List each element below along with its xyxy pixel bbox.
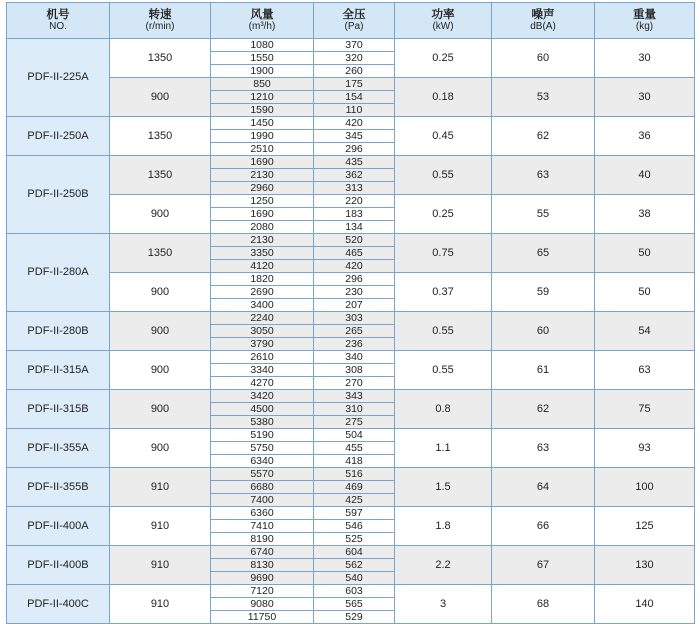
pressure-cell: 597 bbox=[314, 507, 395, 520]
noise-cell: 68 bbox=[492, 585, 595, 624]
pressure-cell: 520 bbox=[314, 234, 395, 247]
power-cell: 1.8 bbox=[395, 507, 492, 546]
header-airflow: 风量 (m³/h) bbox=[211, 3, 314, 39]
noise-cell: 66 bbox=[492, 507, 595, 546]
header-speed: 转速 (r/min) bbox=[110, 3, 211, 39]
pressure-cell: 310 bbox=[314, 403, 395, 416]
header-model: 机号 NO. bbox=[7, 3, 110, 39]
table-row bbox=[7, 468, 695, 481]
pressure-cell: 313 bbox=[314, 182, 395, 195]
pressure-cell: 418 bbox=[314, 455, 395, 468]
airflow-cell: 2690 bbox=[211, 286, 314, 299]
speed-cell: 910 bbox=[110, 546, 211, 585]
table-row bbox=[7, 507, 695, 520]
noise-cell: 65 bbox=[492, 234, 595, 273]
airflow-cell: 1990 bbox=[211, 130, 314, 143]
speed-cell: 900 bbox=[110, 312, 211, 351]
airflow-cell: 1080 bbox=[211, 39, 314, 52]
airflow-cell: 2610 bbox=[211, 351, 314, 364]
pressure-cell: 275 bbox=[314, 416, 395, 429]
airflow-cell: 5190 bbox=[211, 429, 314, 442]
airflow-cell: 3420 bbox=[211, 390, 314, 403]
power-cell: 0.37 bbox=[395, 273, 492, 312]
noise-cell: 55 bbox=[492, 195, 595, 234]
pressure-cell: 343 bbox=[314, 390, 395, 403]
speed-cell: 900 bbox=[110, 273, 211, 312]
noise-cell: 60 bbox=[492, 39, 595, 78]
speed-cell: 910 bbox=[110, 585, 211, 624]
speed-cell: 910 bbox=[110, 507, 211, 546]
airflow-cell: 4500 bbox=[211, 403, 314, 416]
pressure-cell: 303 bbox=[314, 312, 395, 325]
noise-cell: 61 bbox=[492, 351, 595, 390]
fan-spec-table bbox=[6, 2, 695, 624]
pressure-cell: 565 bbox=[314, 598, 395, 611]
model-cell: PDF-II-355A bbox=[7, 429, 110, 468]
airflow-cell: 1450 bbox=[211, 117, 314, 130]
airflow-cell: 1690 bbox=[211, 156, 314, 169]
weight-cell: 93 bbox=[595, 429, 695, 468]
airflow-cell: 1900 bbox=[211, 65, 314, 78]
header-pressure: 全压 (Pa) bbox=[314, 3, 395, 39]
pressure-cell: 296 bbox=[314, 273, 395, 286]
weight-cell: 50 bbox=[595, 234, 695, 273]
airflow-cell: 3350 bbox=[211, 247, 314, 260]
weight-cell: 130 bbox=[595, 546, 695, 585]
airflow-cell: 2130 bbox=[211, 234, 314, 247]
airflow-cell: 1590 bbox=[211, 104, 314, 117]
model-cell: PDF-II-250B bbox=[7, 156, 110, 234]
pressure-cell: 308 bbox=[314, 364, 395, 377]
table-row bbox=[7, 585, 695, 598]
pressure-cell: 425 bbox=[314, 494, 395, 507]
airflow-cell: 4120 bbox=[211, 260, 314, 273]
pressure-cell: 320 bbox=[314, 52, 395, 65]
pressure-cell: 504 bbox=[314, 429, 395, 442]
airflow-cell: 9080 bbox=[211, 598, 314, 611]
pressure-cell: 154 bbox=[314, 91, 395, 104]
table-row bbox=[7, 234, 695, 247]
pressure-cell: 110 bbox=[314, 104, 395, 117]
header-row bbox=[7, 3, 695, 39]
pressure-cell: 134 bbox=[314, 221, 395, 234]
weight-cell: 63 bbox=[595, 351, 695, 390]
pressure-cell: 370 bbox=[314, 39, 395, 52]
noise-cell: 64 bbox=[492, 468, 595, 507]
airflow-cell: 2510 bbox=[211, 143, 314, 156]
noise-cell: 63 bbox=[492, 156, 595, 195]
airflow-cell: 1210 bbox=[211, 91, 314, 104]
pressure-cell: 420 bbox=[314, 260, 395, 273]
noise-cell: 67 bbox=[492, 546, 595, 585]
header-power: 功率 (kW) bbox=[395, 3, 492, 39]
airflow-cell: 7120 bbox=[211, 585, 314, 598]
pressure-cell: 516 bbox=[314, 468, 395, 481]
table-row bbox=[7, 312, 695, 325]
pressure-cell: 455 bbox=[314, 442, 395, 455]
weight-cell: 30 bbox=[595, 39, 695, 78]
table-row bbox=[7, 351, 695, 364]
weight-cell: 38 bbox=[595, 195, 695, 234]
speed-cell: 1350 bbox=[110, 117, 211, 156]
weight-cell: 140 bbox=[595, 585, 695, 624]
pressure-cell: 260 bbox=[314, 65, 395, 78]
model-cell: PDF-II-400A bbox=[7, 507, 110, 546]
pressure-cell: 207 bbox=[314, 299, 395, 312]
airflow-cell: 11750 bbox=[211, 611, 314, 624]
power-cell: 0.18 bbox=[395, 78, 492, 117]
pressure-cell: 183 bbox=[314, 208, 395, 221]
table-row bbox=[7, 117, 695, 130]
airflow-cell: 5570 bbox=[211, 468, 314, 481]
power-cell: 1.5 bbox=[395, 468, 492, 507]
pressure-cell: 546 bbox=[314, 520, 395, 533]
model-cell: PDF-II-280A bbox=[7, 234, 110, 312]
pressure-cell: 540 bbox=[314, 572, 395, 585]
speed-cell: 1350 bbox=[110, 39, 211, 78]
airflow-cell: 5380 bbox=[211, 416, 314, 429]
power-cell: 2.2 bbox=[395, 546, 492, 585]
airflow-cell: 2240 bbox=[211, 312, 314, 325]
airflow-cell: 2080 bbox=[211, 221, 314, 234]
airflow-cell: 3340 bbox=[211, 364, 314, 377]
power-cell: 0.55 bbox=[395, 156, 492, 195]
pressure-cell: 345 bbox=[314, 130, 395, 143]
table-body bbox=[7, 39, 695, 624]
table-row bbox=[7, 195, 695, 208]
airflow-cell: 7410 bbox=[211, 520, 314, 533]
speed-cell: 900 bbox=[110, 351, 211, 390]
power-cell: 0.8 bbox=[395, 390, 492, 429]
airflow-cell: 2960 bbox=[211, 182, 314, 195]
weight-cell: 125 bbox=[595, 507, 695, 546]
pressure-cell: 362 bbox=[314, 169, 395, 182]
speed-cell: 900 bbox=[110, 390, 211, 429]
weight-cell: 100 bbox=[595, 468, 695, 507]
pressure-cell: 603 bbox=[314, 585, 395, 598]
speed-cell: 900 bbox=[110, 195, 211, 234]
model-cell: PDF-II-315A bbox=[7, 351, 110, 390]
pressure-cell: 265 bbox=[314, 325, 395, 338]
pressure-cell: 525 bbox=[314, 533, 395, 546]
table-row bbox=[7, 429, 695, 442]
airflow-cell: 3050 bbox=[211, 325, 314, 338]
airflow-cell: 1250 bbox=[211, 195, 314, 208]
weight-cell: 54 bbox=[595, 312, 695, 351]
power-cell: 3 bbox=[395, 585, 492, 624]
table-row bbox=[7, 390, 695, 403]
speed-cell: 1350 bbox=[110, 234, 211, 273]
airflow-cell: 1550 bbox=[211, 52, 314, 65]
airflow-cell: 6680 bbox=[211, 481, 314, 494]
model-cell: PDF-II-400B bbox=[7, 546, 110, 585]
table-row bbox=[7, 39, 695, 52]
pressure-cell: 296 bbox=[314, 143, 395, 156]
airflow-cell: 850 bbox=[211, 78, 314, 91]
noise-cell: 63 bbox=[492, 429, 595, 468]
pressure-cell: 175 bbox=[314, 78, 395, 91]
airflow-cell: 6360 bbox=[211, 507, 314, 520]
header-weight: 重量 (kg) bbox=[595, 3, 695, 39]
model-cell: PDF-II-280B bbox=[7, 312, 110, 351]
weight-cell: 36 bbox=[595, 117, 695, 156]
model-cell: PDF-II-400C bbox=[7, 585, 110, 624]
noise-cell: 60 bbox=[492, 312, 595, 351]
pressure-cell: 270 bbox=[314, 377, 395, 390]
pressure-cell: 604 bbox=[314, 546, 395, 559]
model-cell: PDF-II-355B bbox=[7, 468, 110, 507]
power-cell: 0.25 bbox=[395, 195, 492, 234]
pressure-cell: 230 bbox=[314, 286, 395, 299]
weight-cell: 75 bbox=[595, 390, 695, 429]
airflow-cell: 6340 bbox=[211, 455, 314, 468]
pressure-cell: 420 bbox=[314, 117, 395, 130]
pressure-cell: 340 bbox=[314, 351, 395, 364]
model-cell: PDF-II-225A bbox=[7, 39, 110, 117]
table-row bbox=[7, 273, 695, 286]
power-cell: 1.1 bbox=[395, 429, 492, 468]
model-cell: PDF-II-250A bbox=[7, 117, 110, 156]
power-cell: 0.25 bbox=[395, 39, 492, 78]
airflow-cell: 7400 bbox=[211, 494, 314, 507]
airflow-cell: 1820 bbox=[211, 273, 314, 286]
speed-cell: 1350 bbox=[110, 156, 211, 195]
speed-cell: 900 bbox=[110, 429, 211, 468]
airflow-cell: 5750 bbox=[211, 442, 314, 455]
power-cell: 0.55 bbox=[395, 312, 492, 351]
table-row bbox=[7, 78, 695, 91]
speed-cell: 910 bbox=[110, 468, 211, 507]
noise-cell: 62 bbox=[492, 117, 595, 156]
noise-cell: 53 bbox=[492, 78, 595, 117]
airflow-cell: 4270 bbox=[211, 377, 314, 390]
pressure-cell: 435 bbox=[314, 156, 395, 169]
noise-cell: 62 bbox=[492, 390, 595, 429]
airflow-cell: 3400 bbox=[211, 299, 314, 312]
airflow-cell: 1690 bbox=[211, 208, 314, 221]
power-cell: 0.75 bbox=[395, 234, 492, 273]
power-cell: 0.45 bbox=[395, 117, 492, 156]
pressure-cell: 469 bbox=[314, 481, 395, 494]
model-cell: PDF-II-315B bbox=[7, 390, 110, 429]
power-cell: 0.55 bbox=[395, 351, 492, 390]
weight-cell: 50 bbox=[595, 273, 695, 312]
airflow-cell: 8190 bbox=[211, 533, 314, 546]
table-row bbox=[7, 546, 695, 559]
pressure-cell: 562 bbox=[314, 559, 395, 572]
pressure-cell: 236 bbox=[314, 338, 395, 351]
speed-cell: 900 bbox=[110, 78, 211, 117]
airflow-cell: 6740 bbox=[211, 546, 314, 559]
weight-cell: 30 bbox=[595, 78, 695, 117]
header-noise: 噪声 dB(A) bbox=[492, 3, 595, 39]
airflow-cell: 2130 bbox=[211, 169, 314, 182]
airflow-cell: 9690 bbox=[211, 572, 314, 585]
airflow-cell: 8130 bbox=[211, 559, 314, 572]
pressure-cell: 465 bbox=[314, 247, 395, 260]
noise-cell: 59 bbox=[492, 273, 595, 312]
table-row bbox=[7, 156, 695, 169]
weight-cell: 40 bbox=[595, 156, 695, 195]
airflow-cell: 3790 bbox=[211, 338, 314, 351]
pressure-cell: 220 bbox=[314, 195, 395, 208]
pressure-cell: 529 bbox=[314, 611, 395, 624]
